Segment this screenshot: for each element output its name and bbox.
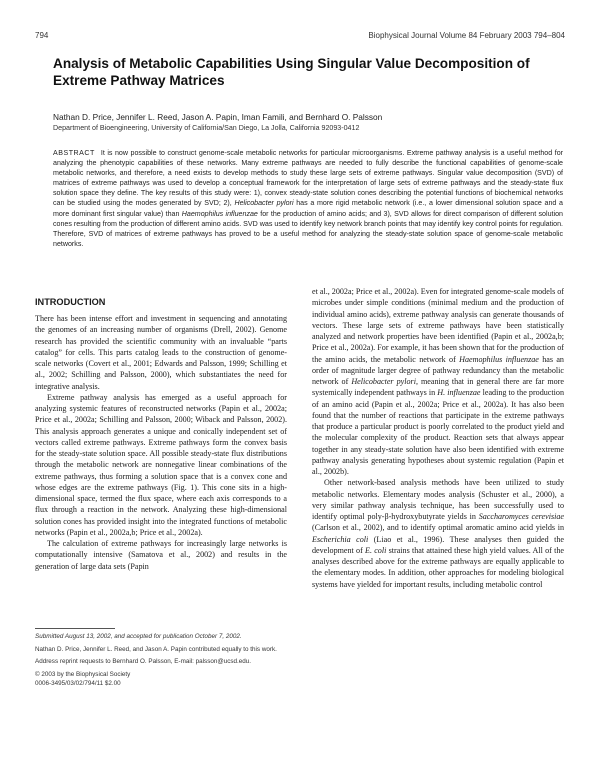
species-name: Saccharomyces cerevisiae xyxy=(478,512,564,521)
species-name: Haemophilus influenzae xyxy=(459,354,539,364)
species-name: E. coli xyxy=(365,545,387,555)
author-list: Nathan D. Price, Jennifer L. Reed, Jason A. Papin, Iman Famili, and Bernhard O. Palsson xyxy=(53,112,383,122)
abstract-species-2: Haemophilus influenzae xyxy=(181,209,258,218)
contribution-note: Nathan D. Price, Jennifer L. Reed, and Jason A. Papin contributed equally to this work. xyxy=(35,645,277,653)
copyright-notice: © 2003 by the Biophysical Society xyxy=(35,670,131,678)
footnotes xyxy=(35,632,287,692)
text-run: strains that attained these high yield values. All of the analyses described above for the extreme pathways are equally applicable to the elementary modes. In addition, other approaches for modeling biological systems have yielded for important results, including metabolic control xyxy=(312,545,564,589)
paragraph: The calculation of extreme pathways for increasingly large networks is computationally intensive (Samatova et al., 2002) and results in the generation of large data sets (Papin xyxy=(35,539,287,571)
abstract-text-2: has a more rigid metabolic network (i.e., a lower dimensional solution space and a more dominant first singular value) than xyxy=(53,199,563,218)
species-name: H. influenzae xyxy=(437,388,481,398)
abstract xyxy=(53,148,563,249)
section-heading-introduction: INTRODUCTION xyxy=(35,297,106,307)
abstract-species-1: Helicobacter pylori xyxy=(234,199,294,208)
species-name: Helicobacter pylori xyxy=(351,377,416,386)
submission-dates: Submitted August 13, 2002, and accepted for publication October 7, 2002. xyxy=(35,633,242,640)
abstract-text-3: for the production of amino acids; and 3), SVD allows for direct comparison of different solution cones resulting from the production of different amino acids. SVD was used to identify key network branch points that may identify key control points for regulation. Therefore, SVD of matrices of extreme pathways has proved to be a useful method for analyzing the steady-state solution space of genome-scale metabolic networks. xyxy=(53,209,563,248)
article-code: 0006-3495/03/02/794/11 $2.00 xyxy=(35,680,121,688)
paper-title: Analysis of Metabolic Capabilities Using Singular Value Decomposition of Extreme Pathway Matrices xyxy=(53,56,530,88)
text-run: et al., 2002a; Price et al., 2002a). Even for integrated genome-scale models of microbes under simple conditions (minimal medium and the production of individual amino acids), extreme pathway analysis can generate thousands of vectors. These large sets of extreme pathways have been statistically analyzed and network properties have been identified (Papin et al., 2002a,b; Price et al., 2002a). For example, it has been shown that for the production of the amino acids, the metabolic network of xyxy=(312,287,564,364)
abstract-label: ABSTRACT xyxy=(53,149,95,157)
text-run: leading to the production of an amino acid (Papin et al., 2002a; Price et al., 2002a). It has also been found that the number of reactions that participate in the extreme pathways that produce a particular product is poorly correlated to the product yield and the molecular complexity of the product. Reaction sets that always appear together in any steady-state solution have also been identified with extreme pathway analysis generating hypotheses about systemic regulation (Papin et al., 2002b). xyxy=(312,388,564,476)
footnote-divider xyxy=(35,628,115,629)
paragraph xyxy=(312,477,564,590)
text-run: (Carlson et al., 2002), and to identify optimal aromatic amino acid yields in xyxy=(312,523,564,533)
affiliation: Department of Bioengineering, University of California/San Diego, La Jolla, California 92093-0412 xyxy=(53,124,360,132)
abstract-text-1: It is now possible to construct genome-scale metabolic networks for particular microorganisms. Extreme pathway analysis is a useful method for analyzing the phenotypic capabilities of these networks. Many extreme pathways are needed to fully describe the functional capabilities of genome-scale metabolic networks, and therefore, a need exists to develop methods to study these large sets of extreme pathways. Singular value decomposition (SVD) of matrices of extreme pathways was used to develop a conceptual framework for the interpretation of large sets of extreme pathways and the steady-state flux solution space they define. The key results of this study were: 1), convex steady-state solution cones describing the potential functions of biochemical networks can be studied using the modes generated by SVD; 2), xyxy=(53,149,563,208)
page-number: 794 xyxy=(35,31,49,40)
body-column-right xyxy=(312,286,564,590)
reprint-address: Address reprint requests to Bernhard O. Palsson, E-mail: palsson@ucsd.edu. xyxy=(35,658,252,666)
body-column-left xyxy=(35,313,287,572)
text-run: , meaning that in general there are far more systemically independent pathways in xyxy=(312,377,564,398)
paragraph: There has been intense effort and investment in sequencing and annotating the genomes of an increasing number of organisms (Drell, 2002). Genome research has provided the scientific community with an invaluable “parts catalog” for cells. This parts catalog leads to the construction of genome-scale networks (Covert et al., 2001; Edwards and Palsson, 1999; Schilling et al., 2002; Schilling and Palsson, 2000), which substantiates the need for integrative analysis. xyxy=(35,314,287,391)
text-run: Other network-based analysis methods have been utilized to study metabolic networks. Elementary modes analysis (Schuster et al., 2000), a very similar pathway analysis technique, has been successfully used to identify optimal poly-β-hydroxybutyrate yields in xyxy=(312,478,564,521)
species-name: Escherichia coli xyxy=(312,534,369,544)
running-head xyxy=(35,31,565,40)
text-run: has an order of magnitude larger degree of pathway redundancy than the metabolic network of xyxy=(312,354,564,386)
paragraph xyxy=(312,286,564,477)
journal-citation: Biophysical Journal Volume 84 February 2003 794–804 xyxy=(368,31,565,40)
text-run: (Liao et al., 1996). These analyses then guided the development of xyxy=(312,534,564,555)
paragraph: Extreme pathway analysis has emerged as a useful approach for analyzing systemic features of reconstructed networks (Papin et al., 2002a; Price et al., 2002a; Schilling and Palsson, 2000; Wiback and Palsson, 2002). This analysis approach generates a unique and conically independent set of vectors called extreme pathways. Extreme pathways form the convex basis for the steady-state solution space. All possible steady-state flux distributions through the metabolic network are nonnegative linear combinations of the extreme pathways, thus forming a solution space that is a convex cone and whose edges are the extreme pathways (Fig. 1). This cone sits in a high-dimensional space, termed the flux space, where each axis corresponds to a flux through a reaction in the network. Analyzing these high-dimensional solution cones has provided insight into the integrated functions of metabolic networks (Papin et al., 2002a,b; Price et al., 2002a). xyxy=(35,392,287,537)
